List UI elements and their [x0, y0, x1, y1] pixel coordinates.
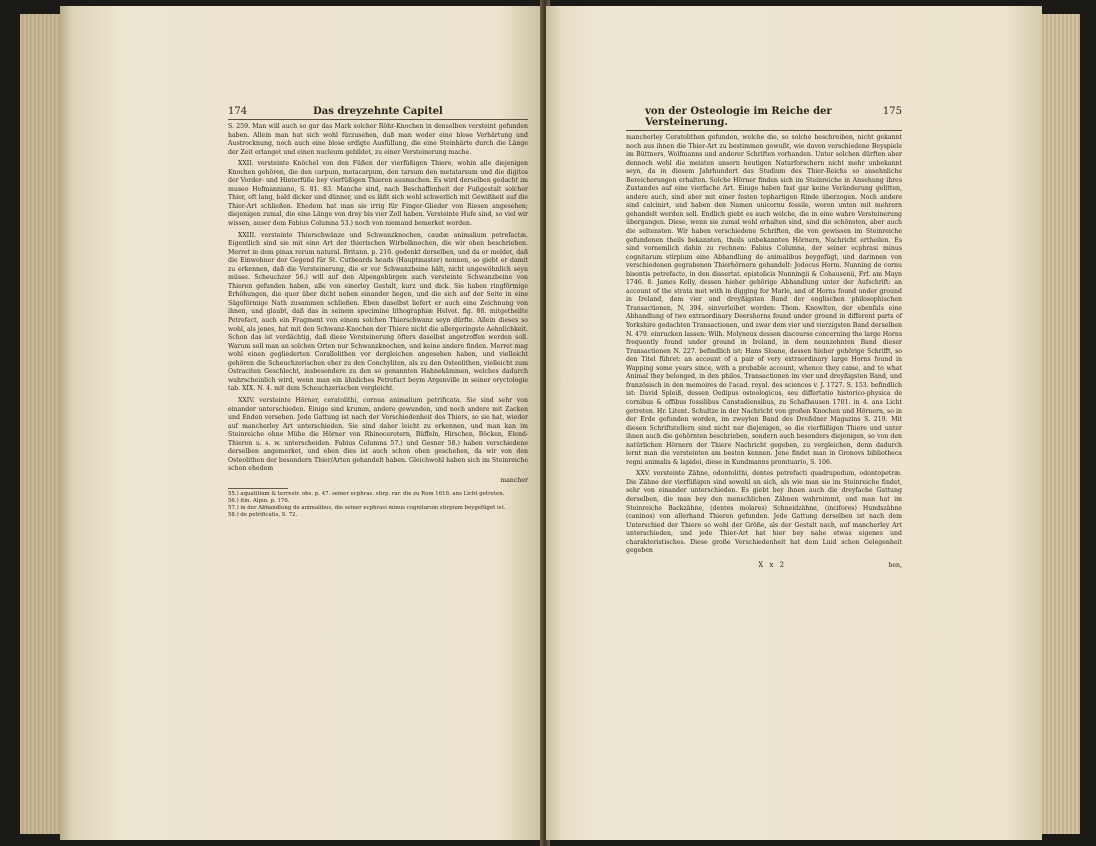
paragraph: XXII. versteinte Knöchel von den Füßen der vierfüßigen Thiere, wohin alle diejenigen Knochen gehören, die den carpum, metacarpum, den tarsum den metatarsum und die digitos der Vorder- und Hinterfüße bey vierfüßigen Thieren ausmachen. Es wird derselben gedacht im museo Hofmanniano, S. 81. 83. Manche sind, nach Beschaffenheit der Fußgestalt solcher Thier, oft lang, bald dicker und dünner, und es läßt sich wohl schwerlich mit Gewißheit auf die Thier-Art schließen. Ehedem hat man sie irrig für Finger-Glieder von Riesen angesehen; diejenigen zumal, die eine Länge von drey bis vier Zoll haben. Versteinte Hufe sind, so viel wir wissen, auser dem Fabius Columna 53.) noch von niemand bemerket worden.: [228, 160, 528, 228]
left-head-title: Das dreyzehnte Capitel: [313, 106, 443, 117]
left-page-edges: [20, 14, 62, 834]
left-catchword: mancher: [500, 476, 528, 484]
right-page: [546, 6, 1042, 840]
footnote: 55.) aquatilium & terrestr. obs. p. 47. seiner ecphras. stirp. rar. die zu Rom 1616. ans Licht getreten.: [228, 490, 505, 497]
signature-mark: X x 2: [758, 560, 787, 569]
footnote-rule: [228, 488, 288, 489]
right-catchword: ben,: [888, 561, 902, 569]
footnote: 58.) de petrificatis, S. 72.: [228, 512, 298, 519]
footnote: 56.) itin. Alpin. p. 176.: [228, 498, 290, 505]
paragraph: XXV. versteinte Zähne, odontolithi, dentes petrefacti quadrupedum, odontopetræ. Die Zähne der vierfüßigen sind sowohl an sich, als wie man sie im Steinreiche findet, sehr von einander unterschieden. Es giebt bey ihnen auch die dreyfache Gattung derselben, die man bey den menschlichen Zähnen wahrnimmt, und man hat im Steinreiche Backzähne, (dentes molares) Schneidzähne, (incifores) Hundszähne (caninos) von allerhand Thieren gefunden. Jede Gattung derselben ist nach dem Unterschied der Thiere so wohl der Größe, als der Gestalt nach, auf mancherley Art unterschieden, und jede Thier-Art hat hier bey nahe etwas eigenes und charakteristisches. Diese große Verschiedenheit hat dem Luid schon Gelegenheit gegeben: [626, 470, 902, 555]
paragraph: S. 259. Man will auch so gar das Mark solcher Röhr-Knochen in denselben versteint gefunden haben. Allein man hat sich wohl fürzusehen, daß man weder eine blose Verhärtung und Austrocknung, noch auch eine blose erdigte Ausfüllung, die eine Steinhärte durch die Länge der Zeit erlanget und einen nucleum gebildet, zu einer Versteinerung mache.: [228, 123, 528, 156]
left-page: [60, 6, 544, 840]
paragraph: XXIV. versteinte Hörner, ceratolithi, cornua animalium petrificata. Sie sind sehr von einander unterschieden. Einige sind krumm, andere gewunden, und noch andere mit Zacken und Enden versehen. Jede Gattung ist nach der Verschiedenheit des Thiers, so sie hat, wieder auf mancherley Art unterschieden. Sie sind daher leicht zu erkennen, und man kan im Steinreiche ohne Mühe die Hörner von Rhinocerotern, Büffeln, Hirschen, Böcken, Elend-Thieren u. s. w. unterscheiden. Fabius Columna 57.) und Gesner 58.) haben verschiedene derselben angemerket, und eben dies ist auch schon oben geschehen, da wir von den Osteolithen der besondern Thier/Arten gehandelt haben. Gleichwohl haben sich im Steinreiche schon ehedem: [228, 396, 528, 473]
paragraph: XXIII. versteinte Thierschwänze und Schwanzknochen, caudæ animalium petrefactæ. Eigentlich sind sie mit eine Art der thierischen Wirbelknochen, die wir oben beschrieben. Merret in dem pinax rerum natural. Britann. p. 216. gedenkt derselben, und da er meldet, daß die Einwohner der Gegend für St. Cutbeards heads (Hauptmaster) nennen, so giebt er damit zu erkennen, daß die Versteinerung, die er vor Schwanzbeine hält, nicht ungewöhnlich seyn müsse. Scheuchzer 56.) will auf den Alpengebürgen auch versteinte Schwanzbeine von Thieren gefunden haben, alle von einerley Gestalt, kurz und dick. Sie haben ringförmige Erhöhungen, die quer über dicht neben einander liegen, und die sich auf der Seite in eine Sägeförmige Nath zusammen schließen. Eben daselbst liefert er auch eine Zeichnung von ihnen, und glaubt, daß das in seinem specimine lithographiæ Helvet. fig. 88. mitgetheilte Petrefact, auch ein Fragment von einem solchen Thierschwanz seyn dürfte. Allein dieses so wohl, als jenes, hat mit den Schwanz-Knochen der Thiere nicht die allergeringste Aehnlichkeit. Schon das ist verdächtig, daß diese Versteinerung öfters daselbst angetroffen werden soll. Warum soll man an solchen Orten nur Schwanzknochen, und keine andere finden. Merret mag wohl einen gegliederten Corallolithen vor dergleichen angesehen haben, und vielleicht gehören die Scheuchzerischen eher zu den Conchyliten, als zu den Osteolithen, vielleicht zum Ostraciten Geschlecht, insbesondere zu den so genannten Hahnekämmen, welches dadurch wahrscheinlich wird, wenn man ein ähnliches Petrefact beym Argenville in seiner oryctologie tab. XIX. N. 4. mit dem Scheuchzerischen vergleicht.: [228, 231, 528, 393]
left-body-text: [228, 123, 528, 474]
footnotes: [228, 491, 528, 520]
left-running-head: [228, 106, 528, 120]
paragraph: mancherley Ceratolithen gefunden, welche die, so solche beschreiben, nicht gekannt noch aus ihnen die Thier-Art zu bestimmen gewußt, wie davon verschiedene Beyspiele im Büttners, Wolfmanns und anderer Schriften vorhanden. Unter solchen dürften aber dennoch wohl die meisten unsern heutigen Naturforschern nicht mehr unbekannt seyn, da in diesem Jahrhundert das Studium des Thier-Reichs so ansehnliche Bereicherungen erhalten. Solche Hörner finden sich im Steinreiche in Ansehung ihres Zustandes auf eine vierfache Art. Einige haben fast gar keine Veränderung gelitten, andere auch, sind aber mit einer festen tophartigen Rinde überzogen. Noch andere sind calcinirt, und haben den Namen unicornu fossile, woron unten mit mehrern gehandelt werden soll. Endlich giebt es auch welche, die in eine wahre Versteinerung übergangen. Diese, wenn sie zumal wohl erhalten sind, sind die schönsten, aber auch die seltensten. Wir haben verschiedene Schriften, die von gewissen im Steinreiche gefundenen theils bekannten, theils unbekannten Hörnern, Nachricht ertheilen. Es sind vornemlich dahin zu rechnen: Fabius Columna, der seiner ecphrasi minus cognitarum stirpium eine Abhandlung de animalibus beygefügt, und darinnen von verschiedenen gegrabenen Thierhörnern gehandelt: Jodocus Herm. Nunning de cornu bisontis petrefacto, in den dissertat. epistolicis Nunningii & Cohausenii, Frf. am Mayn 1746. 8. James Kelly, dessen hieher gehörige Abhandlung unter der Aufschrift: an account of the strata met with in digging for Marle, and of Horns found under ground in Ireland, dem vier und dreyßigsten Band der englischen philosophischen Transactionen, N. 394. einverleibet worden: Thom. Knowlton, der ebenfals eine Abhandlung of two extraordinary Deershorns found under ground in different parts of Yorkshire gedachten Transactionen, und zwar dem vier und vierzigsten Band derselben N. 479. einrucken lassen: Wilh. Molyneux dessen discourse concerning the large Horns frequently found under ground in Ireland, in dem neunzehnten Band dieser Transactionen N. 227. befindlich ist: Hans Sloane, dessen hieher gehörige Schrifft, so den Titel führet: an account of a pair of very extraordinary large Horns found in Wapping some years since, with a probable account, whence they came, and to what Animal they belonged, in den philos. Transactionen im vier und dreyßigsten Band, und französisch in den memoires de l'acad. royal. des sciences v. J. 1727. S. 153. befindlich ist: David Spleiß, dessen Oedipus osteologicus, seu differtatio historico-physica de cornibus & offibus fossilibus Canstadiensibus, zu Schafhausen 1701. in 4. ans Licht getreten. Hr. Litent. Schultze in der Nachricht von großen Knochen und Hörnern, so in der Erde gefunden worden, im zweyten Band des Dreßdner Magazins S. 219. Mit diesen Schriftstellern sind nicht nur diejenigen, so die vierfüßigen Thiere und unter ihnen auch die gehörnten beschrieben, sondern auch besonders diejenigen, so von den natürlichen Hörnern der Thiere Nachricht gegeben, zu vergleichen, denn dadurch lernt man die versteinten am besten kennen. Jene findet man in Gronovs bibliotheca regni animalis & lapidei, diese in Kundmanns promtuario, S. 106.: [626, 134, 902, 466]
right-page-number: 175: [882, 106, 902, 117]
footnote: 57.) in der Abhandlung de animalibus, die seiner ecphrasi minus cognitarum stirpium beygefüget ist.: [228, 505, 506, 512]
left-page-number: 174: [228, 106, 248, 117]
right-page-edges: [1040, 14, 1080, 834]
right-head-title: von der Osteologie im Reiche der Versteinerung.: [645, 106, 832, 128]
right-running-head: [626, 106, 902, 131]
right-body-text: [626, 134, 902, 556]
